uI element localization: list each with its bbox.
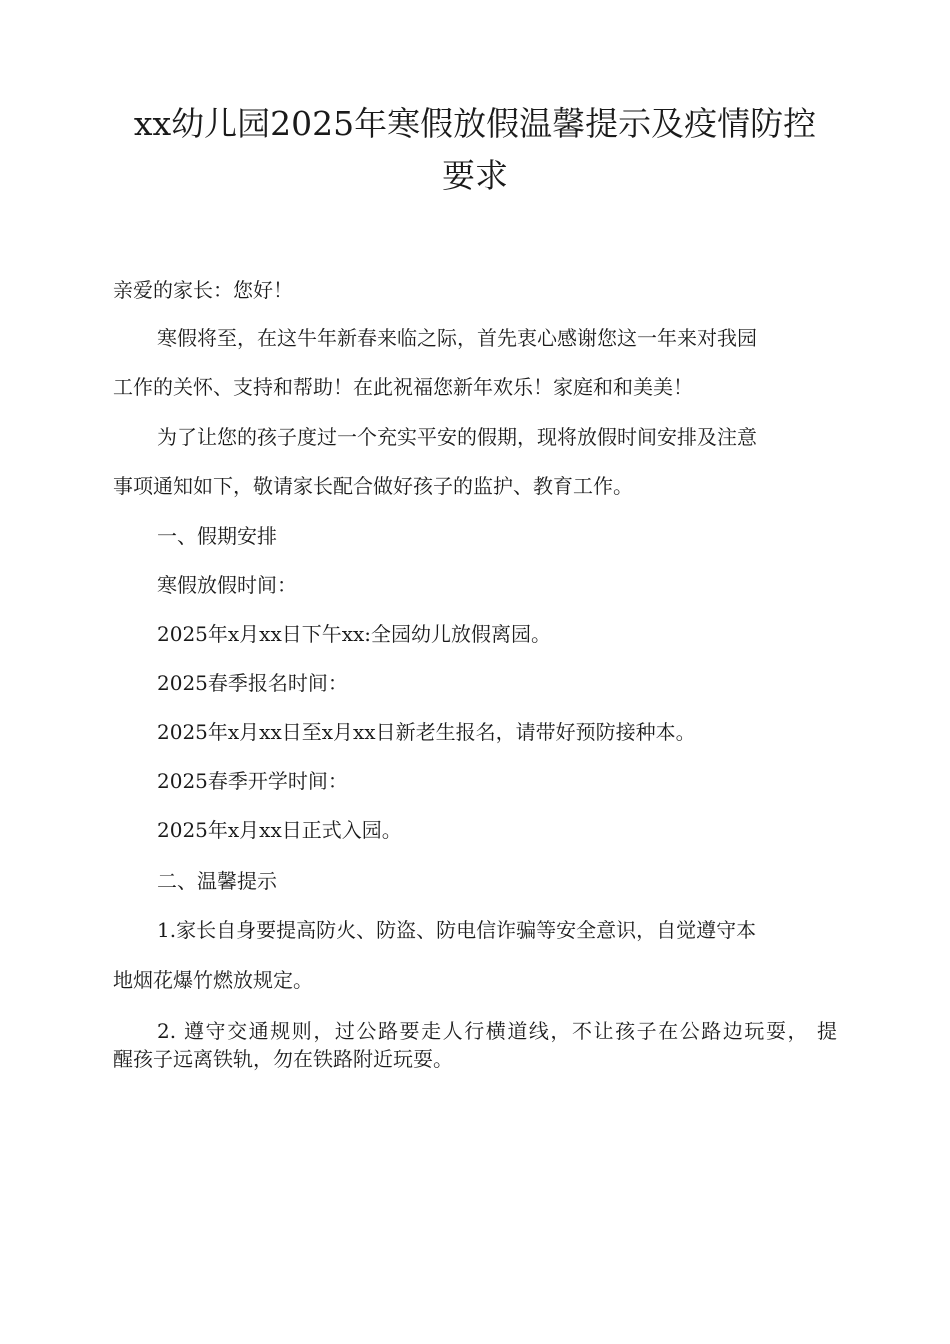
paragraph-1-line-1: 寒假将至，在这牛年新春来临之际，首先衷心感谢您这一年来对我园: [157, 326, 757, 350]
tip-1-line-1: 1.家长自身要提高防火、防盗、防电信诈骗等安全意识，自觉遵守本: [157, 918, 757, 942]
tip-2-line-2: 醒孩子远离铁轨，勿在铁路附近玩耍。: [113, 1047, 453, 1071]
semester-start-label: 2025春季开学时间：: [157, 769, 348, 793]
document-title: [100, 98, 850, 202]
semester-start-value: 2025年x月xx日正式入园。: [157, 818, 402, 842]
paragraph-2-line-1: 为了让您的孩子度过一个充实平安的假期，现将放假时间安排及注意: [157, 425, 757, 449]
section-heading-tips: 二、温馨提示: [157, 869, 277, 893]
registration-value: 2025年x月xx日至x月xx日新老生报名，请带好预防接种本。: [157, 720, 696, 744]
tip-2-line-1: 2. 遵守交通规则，过公路要走人行横道线，不让孩子在公路边玩耍， 提: [157, 1019, 837, 1043]
greeting: 亲爱的家长：您好！: [113, 278, 293, 302]
title-line-1: xx幼儿园2025年寒假放假温馨提示及疫情防控: [133, 104, 817, 143]
paragraph-1-line-2: 工作的关怀、支持和帮助！在此祝福您新年欢乐！家庭和和美美！: [113, 375, 693, 399]
title-line-2: 要求: [442, 156, 508, 195]
tip-1-line-2: 地烟花爆竹燃放规定。: [113, 968, 313, 992]
winter-break-label: 寒假放假时间：: [157, 573, 297, 597]
paragraph-2-line-2: 事项通知如下，敬请家长配合做好孩子的监护、教育工作。: [113, 474, 633, 498]
section-heading-schedule: 一、假期安排: [157, 524, 277, 548]
winter-break-value: 2025年x月xx日下午xx:全园幼儿放假离园。: [157, 622, 552, 646]
registration-label: 2025春季报名时间：: [157, 671, 348, 695]
